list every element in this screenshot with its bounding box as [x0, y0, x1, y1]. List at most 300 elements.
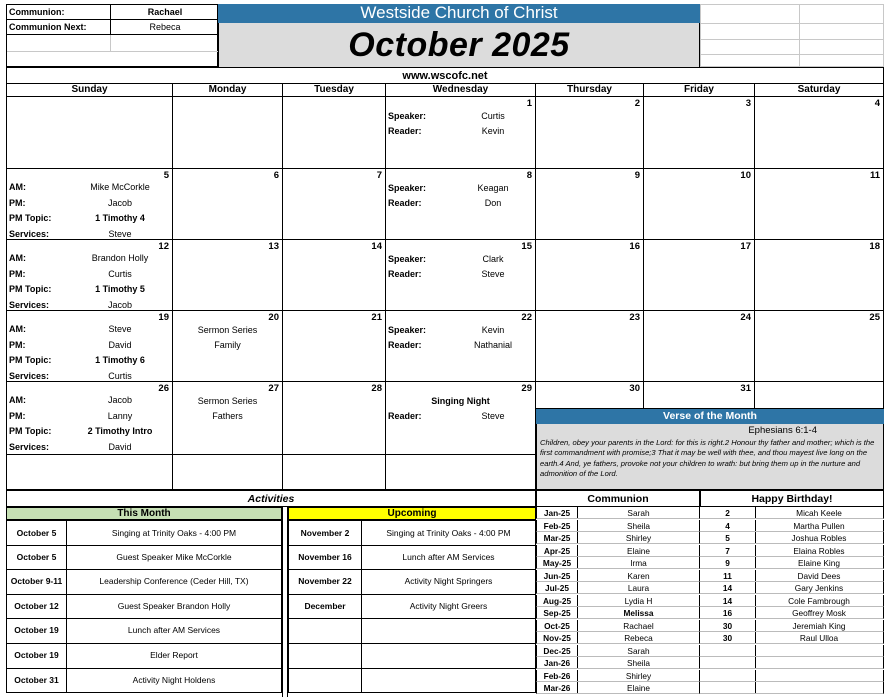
- sunday-services-row: [9, 440, 170, 454]
- monday-note: Family: [214, 340, 241, 350]
- activity-event: Guest Speaker Brandon Holly: [117, 600, 231, 611]
- activity-event: [362, 618, 535, 643]
- day-cell-sunday: [6, 382, 173, 455]
- communion-row: [7, 5, 219, 20]
- activity-date: October 5: [7, 521, 67, 545]
- sunday-am-label: AM:: [9, 253, 26, 263]
- communion-month: Apr-25: [537, 545, 578, 556]
- day-cell-wednesday: [386, 240, 536, 311]
- blank-cell: [386, 455, 536, 490]
- upcoming-heading: Upcoming: [288, 507, 536, 520]
- day-number: 16: [629, 241, 640, 252]
- activity-row: [6, 545, 282, 571]
- birthday-day: [700, 670, 756, 681]
- communion-next-row: [7, 20, 219, 35]
- day-cell-thursday: [536, 169, 644, 240]
- activity-row: [288, 520, 536, 546]
- birthday-name: [756, 657, 882, 668]
- day-cell-thursday: [536, 97, 644, 169]
- activities-heading: Activities: [6, 490, 536, 507]
- birthday-name: Cole Fambrough: [788, 595, 850, 606]
- communion-value: Rachael: [147, 7, 183, 17]
- day-cell-sunday: [6, 240, 173, 311]
- birthday-row: [700, 657, 884, 669]
- sunday-pm_topic-row: [9, 282, 170, 296]
- activity-event: Activity Night Springers: [404, 576, 493, 587]
- sunday-am-row: [9, 393, 170, 407]
- communion-name: Karen: [627, 570, 650, 581]
- day-cell-tuesday: [283, 382, 386, 455]
- birthday-row: [700, 607, 884, 619]
- wednesday-reader-value: Steve: [481, 411, 505, 421]
- day-number: 10: [740, 170, 751, 181]
- birthday-row: [700, 570, 884, 582]
- activity-event: Singing at Trinity Oaks - 4:00 PM: [386, 528, 511, 538]
- wednesday-reader-label: Reader:: [388, 269, 422, 279]
- day-number: 7: [376, 170, 382, 181]
- birthday-name: Gary Jenkins: [794, 583, 844, 593]
- day-number: 15: [521, 241, 532, 252]
- day-cell-tuesday: [283, 311, 386, 382]
- sunday-pm_topic-label: PM Topic:: [9, 213, 52, 223]
- sunday-services-label: Services:: [9, 299, 50, 310]
- activity-gap: [282, 507, 288, 697]
- birthday-row: [700, 632, 884, 644]
- activity-event: [362, 643, 535, 668]
- wednesday-reader-label: Reader:: [388, 126, 422, 136]
- birthday-name: Martha Pullen: [793, 520, 845, 531]
- birthday-name: Elaine King: [798, 558, 840, 568]
- communion-row: [536, 657, 700, 669]
- sunday-pm_topic-row: [9, 353, 170, 367]
- birthday-day: 30: [700, 632, 756, 643]
- activity-event: Guest Speaker Mike McCorkle: [116, 551, 232, 562]
- birthday-day: 7: [700, 545, 756, 556]
- wednesday-speaker-row: [388, 109, 533, 123]
- wednesday-reader-row: [388, 338, 533, 352]
- day-cell-monday: [173, 169, 283, 240]
- day-number: 1: [526, 98, 532, 109]
- activity-row: [288, 569, 536, 595]
- activity-event: [362, 668, 535, 693]
- day-number: 31: [740, 383, 751, 394]
- day-cell-saturday: [755, 382, 884, 409]
- activity-row: [288, 618, 536, 644]
- activity-date: [289, 618, 362, 643]
- sunday-pm-value: Lanny: [107, 410, 133, 421]
- activity-row: [6, 569, 282, 595]
- sunday-services-value: Jacob: [107, 299, 133, 310]
- day-number: 3: [745, 98, 751, 109]
- church-name: Westside Church of Christ: [218, 4, 700, 23]
- day-cell-wednesday: [386, 169, 536, 240]
- communion-next-label: Communion Next:: [7, 20, 111, 35]
- day-cell-friday: [644, 169, 755, 240]
- birthday-name: Raul Ulloa: [799, 633, 839, 643]
- day-number: 24: [740, 312, 751, 323]
- communion-name: Melissa: [623, 608, 654, 618]
- day-header-wednesday: Wednesday: [386, 84, 536, 97]
- sunday-pm-label: PM:: [9, 268, 26, 279]
- activity-event: Activity Night Holdens: [132, 674, 216, 685]
- day-cell-wednesday: [386, 382, 536, 455]
- day-number: 28: [371, 383, 382, 394]
- birthday-day: 14: [700, 582, 756, 593]
- day-cell-tuesday: [283, 97, 386, 169]
- day-header-friday: Friday: [644, 84, 755, 97]
- birthday-name: Jeremiah King: [792, 620, 846, 631]
- activity-event: Activity Night Greers: [409, 600, 488, 611]
- sunday-pm_topic-row: [9, 424, 170, 438]
- day-number: 12: [158, 241, 169, 252]
- communion-row: [536, 632, 700, 644]
- wednesday-reader-label: Reader:: [388, 198, 422, 208]
- day-number: 6: [273, 170, 279, 181]
- wednesday-reader-value: Steve: [481, 269, 505, 279]
- birthday-name: Geoffrey Mosk: [792, 608, 846, 618]
- day-cell-saturday: [755, 240, 884, 311]
- sunday-services-value: David: [108, 441, 132, 452]
- day-number: 2: [634, 98, 640, 109]
- birthday-row: [700, 545, 884, 557]
- communion-month: Feb-25: [537, 520, 578, 531]
- sunday-pm-value: Jacob: [107, 197, 133, 208]
- communion-name: Elaine: [626, 683, 651, 693]
- communion-month: Jul-25: [537, 582, 578, 593]
- communion-month: Oct-25: [537, 620, 578, 631]
- sunday-pm-label: PM:: [9, 339, 26, 350]
- activity-date: November 22: [289, 569, 362, 594]
- day-cell-tuesday: [283, 169, 386, 240]
- communion-month: Feb-26: [537, 670, 578, 681]
- communion-schedule-heading: Communion: [536, 490, 700, 507]
- sunday-services-label: Services:: [9, 370, 50, 381]
- communion-row: [536, 557, 700, 569]
- birthday-row: [700, 507, 884, 519]
- day-number: 19: [158, 312, 169, 323]
- birthday-row: [700, 682, 884, 694]
- day-cell-thursday: [536, 240, 644, 311]
- day-number: 20: [268, 312, 279, 323]
- activity-date: [289, 668, 362, 693]
- communion-row: [536, 532, 700, 544]
- activity-date: October 9-11: [7, 569, 67, 594]
- day-number: 18: [869, 241, 880, 252]
- wednesday-speaker-label: Speaker:: [388, 183, 427, 193]
- wednesday-speaker-value: Clark: [482, 254, 504, 264]
- day-number: 21: [371, 312, 382, 323]
- header-blank-row: [7, 35, 219, 52]
- verse-heading: Verse of the Month: [536, 409, 884, 424]
- communion-name: Shirley: [625, 533, 652, 543]
- day-cell-friday: [644, 311, 755, 382]
- sunday-pm_topic-value: 1 Timothy 6: [95, 355, 145, 365]
- wednesday-reader-row: [388, 124, 533, 138]
- sunday-am-value: Steve: [108, 324, 132, 334]
- day-cell-wednesday: [386, 311, 536, 382]
- day-number: 8: [526, 170, 532, 181]
- sunday-pm-value: Curtis: [108, 268, 132, 279]
- day-number: 5: [163, 170, 169, 181]
- communion-row: [536, 507, 700, 519]
- day-cell-tuesday: [283, 240, 386, 311]
- sunday-services-label: Services:: [9, 228, 50, 239]
- communion-month: Jan-25: [537, 507, 578, 518]
- communion-month: Mar-26: [537, 682, 578, 693]
- verse-reference: Ephesians 6:1-4: [748, 425, 817, 436]
- day-cell-friday: [644, 97, 755, 169]
- activity-row: [6, 594, 282, 620]
- day-header-sunday: Sunday: [6, 84, 173, 97]
- communion-name: Rebeca: [624, 633, 653, 643]
- day-cell-monday: [173, 382, 283, 455]
- birthday-day: 30: [700, 620, 756, 631]
- birthday-day: [700, 645, 756, 656]
- activity-date: [289, 643, 362, 668]
- sunday-am-row: [9, 180, 170, 194]
- this-month-heading: This Month: [6, 507, 282, 520]
- communion-name: Irma: [630, 558, 647, 568]
- sunday-pm_topic-value: 1 Timothy 5: [95, 284, 145, 294]
- communion-row: [536, 595, 700, 607]
- communion-name: Rachael: [623, 620, 654, 631]
- communion-row: [536, 545, 700, 557]
- day-number: 14: [371, 241, 382, 252]
- sunday-pm-label: PM:: [9, 197, 26, 208]
- wednesday-reader-value: Nathanial: [473, 340, 513, 350]
- birthday-day: 9: [700, 557, 756, 568]
- day-cell-monday: [173, 240, 283, 311]
- day-number: 29: [521, 383, 532, 394]
- wednesday-reader-row: [388, 409, 533, 423]
- activity-row: [288, 545, 536, 571]
- activity-date: December: [289, 594, 362, 619]
- sunday-pm_topic-label: PM Topic:: [9, 355, 52, 365]
- sunday-services-row: [9, 298, 170, 312]
- sunday-pm_topic-row: [9, 211, 170, 225]
- wednesday-speaker-value: Kevin: [481, 325, 505, 335]
- communion-month: Mar-25: [537, 532, 578, 543]
- day-number: 26: [158, 383, 169, 394]
- communion-name: Sheila: [626, 520, 651, 531]
- birthday-row: [700, 582, 884, 594]
- wednesday-reader-label: Reader:: [388, 411, 422, 421]
- day-number: 25: [869, 312, 880, 323]
- communion-row: [536, 682, 700, 694]
- birthday-row: [700, 595, 884, 607]
- activity-row: [6, 618, 282, 644]
- header-right-grid: [700, 4, 884, 67]
- birthday-row: [700, 620, 884, 632]
- sunday-am-label: AM:: [9, 182, 26, 192]
- day-cell-friday: [644, 382, 755, 409]
- communion-month: May-25: [537, 557, 578, 568]
- wednesday-reader-value: Don: [484, 198, 502, 208]
- sunday-am-value: Jacob: [107, 395, 133, 405]
- day-number: 17: [740, 241, 751, 252]
- birthday-row: [700, 645, 884, 657]
- birthday-row: [700, 557, 884, 569]
- communion-month: Sep-25: [537, 607, 578, 618]
- birthday-heading: Happy Birthday!: [700, 490, 884, 507]
- sunday-am-row: [9, 322, 170, 336]
- day-number: 4: [874, 98, 880, 109]
- communion-month: Jun-25: [537, 570, 578, 581]
- communion-row: [536, 570, 700, 582]
- day-cell-saturday: [755, 311, 884, 382]
- communion-row: [536, 607, 700, 619]
- birthday-day: 2: [700, 507, 756, 518]
- birthday-day: 4: [700, 520, 756, 531]
- wednesday-reader-value: Kevin: [481, 126, 505, 136]
- day-header-tuesday: Tuesday: [283, 84, 386, 97]
- communion-name: Lydia H: [624, 595, 653, 606]
- day-number: 23: [629, 312, 640, 323]
- sunday-pm-row: [9, 267, 170, 281]
- blank-cell: [173, 455, 283, 490]
- monday-note: Sermon Series: [197, 396, 258, 406]
- birthday-day: [700, 682, 756, 693]
- wednesday-speaker-label: Speaker:: [388, 111, 427, 121]
- birthday-name: [756, 645, 882, 656]
- day-cell-sunday: [6, 169, 173, 240]
- day-cell-friday: [644, 240, 755, 311]
- birthday-name: [756, 682, 882, 693]
- verse-text: Children, obey your parents in the Lord: for this is right.2 Honour thy father and mother; which is the first commandment with promise;3 That it may be well with thee, and thou mayest live long on the earth.4 And, ye fathers, provoke not your children to wrath: but bring them up in the nurture and admonition of the Lord.: [540, 438, 875, 479]
- wednesday-speaker-value: Keagan: [477, 183, 509, 193]
- communion-row: [536, 582, 700, 594]
- activity-event: Elder Report: [150, 650, 198, 660]
- day-header-thursday: Thursday: [536, 84, 644, 97]
- blank-cell: [6, 455, 173, 490]
- communion-name: Sarah: [627, 508, 650, 518]
- day-number: 11: [869, 170, 880, 181]
- activity-row: [6, 643, 282, 669]
- birthday-day: [700, 657, 756, 668]
- day-cell-saturday: [755, 97, 884, 169]
- day-cell-monday: [173, 97, 283, 169]
- birthday-row: [700, 670, 884, 682]
- wednesday-reader-row: [388, 267, 533, 281]
- birthday-name: [756, 670, 882, 681]
- sunday-services-row: [9, 369, 170, 383]
- communion-next-value: Rebeca: [149, 22, 181, 32]
- birthday-name: David Dees: [797, 570, 841, 581]
- communion-row: [536, 520, 700, 532]
- day-number: 22: [521, 312, 532, 323]
- wednesday-reader-row: [388, 196, 533, 210]
- sunday-pm_topic-value: 2 Timothy Intro: [87, 426, 153, 436]
- day-cell-monday: [173, 311, 283, 382]
- sunday-am-value: Brandon Holly: [91, 253, 149, 263]
- monday-note: Fathers: [212, 411, 243, 421]
- communion-name: Laura: [627, 583, 650, 593]
- communion-name: Sheila: [626, 658, 651, 668]
- birthday-name: Elaina Robles: [793, 545, 845, 556]
- birthday-day: 5: [700, 532, 756, 543]
- communion-month: Aug-25: [537, 595, 578, 606]
- activity-date: October 12: [7, 594, 67, 619]
- sunday-services-value: Steve: [108, 228, 132, 239]
- activity-date: November 2: [289, 521, 362, 545]
- sunday-pm-label: PM:: [9, 410, 26, 421]
- sunday-pm-row: [9, 196, 170, 210]
- day-cell-sunday: [6, 97, 173, 169]
- wednesday-speaker-label: Speaker:: [388, 254, 427, 264]
- activity-event: Lunch after AM Services: [402, 551, 495, 562]
- communion-row: [536, 670, 700, 682]
- activity-date: November 16: [289, 545, 362, 570]
- communion-month: Nov-25: [537, 632, 578, 643]
- sunday-pm_topic-value: 1 Timothy 4: [95, 213, 145, 223]
- communion-label: Communion:: [7, 5, 111, 20]
- sunday-services-label: Services:: [9, 441, 50, 452]
- communion-name: Elaine: [626, 545, 651, 556]
- sunday-pm-row: [9, 338, 170, 352]
- communion-month: Jan-26: [537, 657, 578, 668]
- communion-row: [536, 645, 700, 657]
- activity-date: October 31: [7, 668, 67, 693]
- activity-date: October 5: [7, 545, 67, 570]
- activity-row: [6, 668, 282, 694]
- day-cell-wednesday: [386, 97, 536, 169]
- activity-date: October 19: [7, 618, 67, 643]
- wednesday-speaker-row: [388, 181, 533, 195]
- day-cell-sunday: [6, 311, 173, 382]
- wednesday-speaker-row: [388, 252, 533, 266]
- activity-event: Lunch after AM Services: [127, 625, 221, 636]
- day-header-monday: Monday: [173, 84, 283, 97]
- birthday-row: [700, 532, 884, 544]
- birthday-day: 14: [700, 595, 756, 606]
- day-number: 27: [268, 383, 279, 394]
- day-cell-saturday: [755, 169, 884, 240]
- monday-note: Sermon Series: [197, 325, 258, 335]
- day-number: 30: [629, 383, 640, 394]
- month-title-box: [218, 23, 700, 67]
- birthday-day: 11: [700, 570, 756, 581]
- communion-row: [536, 620, 700, 632]
- activity-event: Singing at Trinity Oaks - 4:00 PM: [111, 528, 237, 538]
- activity-row: [6, 520, 282, 546]
- day-number: 9: [634, 170, 640, 181]
- birthday-name: Joshua Robles: [791, 533, 847, 543]
- wednesday-reader-label: Reader:: [388, 340, 422, 350]
- communion-header-box: [6, 4, 218, 67]
- wednesday-title: Singing Night: [431, 396, 490, 406]
- activity-row: [288, 594, 536, 620]
- communion-month: Dec-25: [537, 645, 578, 656]
- sunday-am-label: AM:: [9, 324, 26, 334]
- blank-cell: [283, 455, 386, 490]
- wednesday-speaker-row: [388, 323, 533, 337]
- sunday-am-label: AM:: [9, 395, 26, 405]
- day-cell-thursday: [536, 311, 644, 382]
- sunday-pm_topic-label: PM Topic:: [9, 426, 52, 436]
- sunday-am-value: Mike McCorkle: [90, 182, 150, 192]
- activity-row: [288, 643, 536, 669]
- birthday-name: Micah Keele: [796, 508, 842, 518]
- day-cell-thursday: [536, 382, 644, 409]
- sunday-pm_topic-label: PM Topic:: [9, 284, 52, 294]
- sunday-pm-row: [9, 409, 170, 423]
- communion-name: Shirley: [625, 670, 652, 681]
- month-title: October 2025: [348, 26, 570, 64]
- activity-date: October 19: [7, 643, 67, 668]
- website-link[interactable]: www.wscofc.net: [6, 67, 884, 84]
- day-number: 13: [268, 241, 279, 252]
- birthday-day: 16: [700, 607, 756, 618]
